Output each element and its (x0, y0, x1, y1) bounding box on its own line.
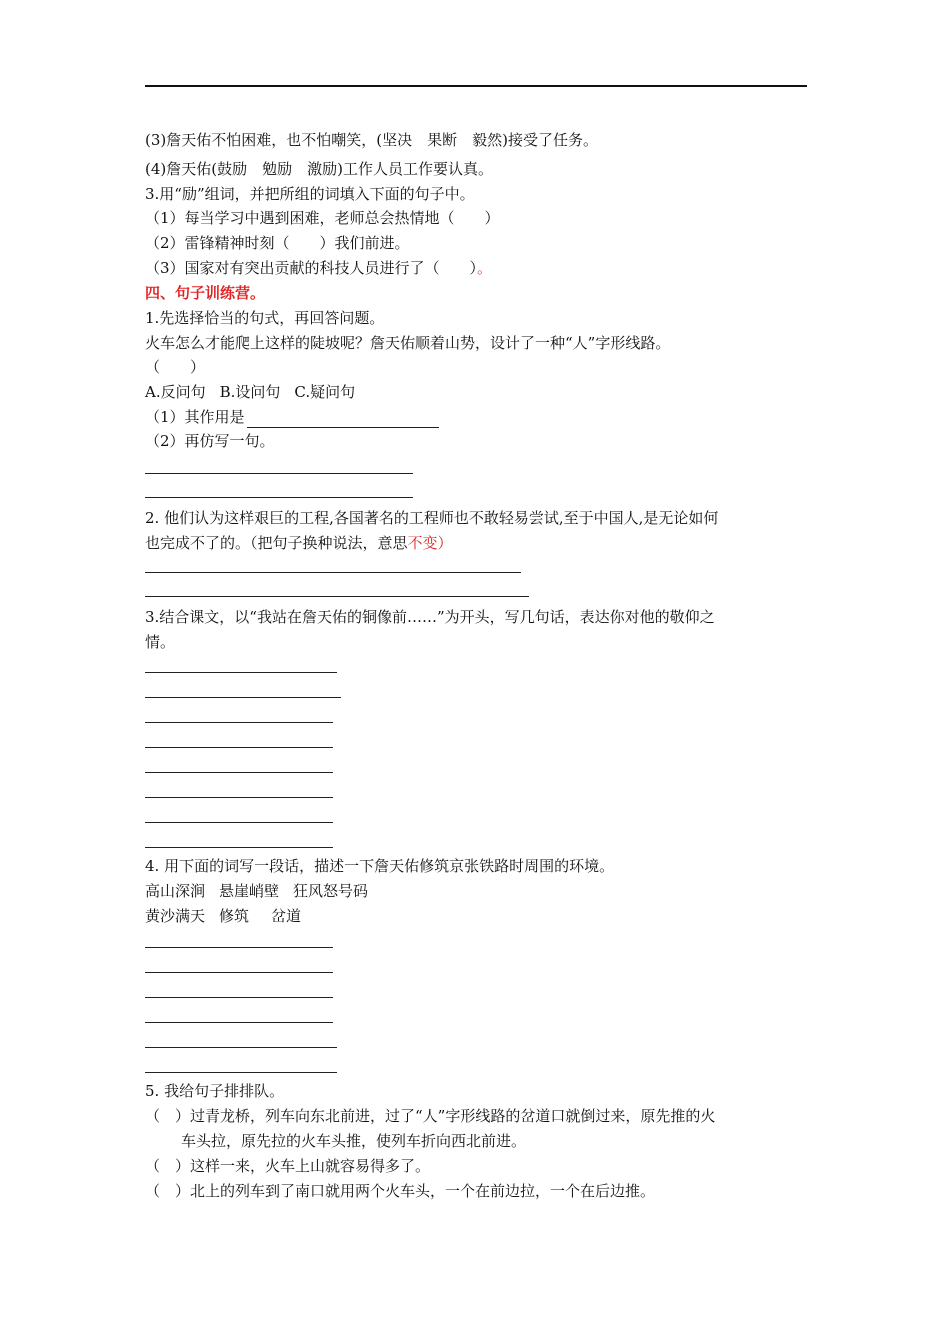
exercise-3-sentence-1: （1）每当学习中遇到困难，老师总会热情地（ ） (145, 209, 500, 227)
answer-line[interactable] (145, 972, 333, 973)
exercise-3-title: 3.用“励”组词，并把所组的词填入下面的句子中。 (145, 185, 475, 203)
exercise-3-sentence-3 (145, 257, 492, 279)
word-chip: 黄沙满天 (145, 907, 206, 925)
exercise-3-sentence-2: （2）雷锋精神时刻（ ）我们前进。 (145, 234, 410, 252)
answer-line[interactable] (145, 1022, 333, 1023)
s4-q5-item-1-cont: 车头拉，原先拉的火车头推，使列车折向西北前进。 (181, 1132, 527, 1150)
answer-line[interactable] (145, 772, 333, 773)
s4-q3-line-2: 情。 (145, 633, 176, 651)
word-chip: 岔道 (271, 907, 302, 925)
sub1-label: （1）其作用是 (145, 408, 245, 426)
s4-q5-title: 5. 我给句子排排队。 (145, 1082, 285, 1100)
answer-line[interactable] (145, 822, 333, 823)
answer-line[interactable] (145, 596, 529, 597)
answer-line[interactable] (145, 797, 333, 798)
sentence-3-period: 。 (477, 259, 493, 277)
answer-line[interactable] (145, 997, 333, 998)
s4-q5-item-1: （ ）过青龙桥，列车向东北前进，过了“人”字形线路的岔道口就倒过来，原先推的火 (145, 1107, 716, 1125)
s4-q1-sentence: 火车怎么才能爬上这样的陡坡呢？詹天佑顺着山势，设计了一种“人”字形线路。 (145, 334, 671, 352)
s4-q1-sub2: （2）再仿写一句。 (145, 432, 275, 450)
word-chip: 悬崖峭壁 (219, 882, 280, 900)
option-c: C.疑问句 (294, 383, 356, 401)
answer-line[interactable] (145, 497, 413, 498)
answer-line[interactable] (145, 572, 521, 573)
option-a: A.反问句 (145, 383, 206, 401)
question-4-text: (4)詹天佑(鼓励 勉励 激励)工作人员工作要认真。 (145, 160, 493, 178)
answer-line[interactable] (145, 1047, 337, 1048)
sentence-3-text: （3）国家对有突出贡献的科技人员进行了（ ） (145, 259, 478, 277)
s4-q1-answer-paren: （ ） (145, 358, 206, 376)
s4-q5-item-3: （ ）北上的列车到了南口就用两个火车头，一个在前边拉，一个在后边推。 (145, 1182, 656, 1200)
s4-q3-line-1: 3.结合课文，以“我站在詹天佑的铜像前……”为开头，写几句话，表达你对他的敬仰之 (145, 608, 715, 626)
word-chip: 狂风怒号码 (293, 882, 369, 900)
section-4-heading: 四、句子训练营。 (145, 284, 266, 302)
answer-line[interactable] (145, 747, 333, 748)
q2-line2-text: 也完成不了的。（把句子换种说法，意思 (145, 534, 408, 552)
answer-blank[interactable] (247, 412, 439, 428)
header-rule (145, 85, 807, 87)
answer-line[interactable] (145, 947, 333, 948)
s4-q4-words-row-2 (145, 905, 301, 927)
answer-line[interactable] (145, 847, 333, 848)
s4-q4-title: 4. 用下面的词写一段话，描述一下詹天佑修筑京张铁路时周围的环境。 (145, 857, 615, 875)
s4-q4-words-row-1 (145, 880, 368, 902)
question-3-text: (3)詹天佑不怕困难，也不怕嘲笑，(坚决 果断 毅然)接受了任务。 (145, 131, 598, 149)
answer-line[interactable] (145, 672, 337, 673)
word-chip: 修筑 (219, 907, 250, 925)
answer-line[interactable] (145, 722, 333, 723)
s4-q1-options (145, 381, 355, 403)
s4-q1-sub1 (145, 406, 439, 428)
answer-line[interactable] (145, 697, 341, 698)
word-chip: 高山深涧 (145, 882, 206, 900)
s4-q5-item-2: （ ）这样一来，火车上山就容易得多了。 (145, 1157, 431, 1175)
q2-line2-red: 不变） (407, 534, 453, 552)
s4-q2-line-2 (145, 532, 453, 554)
s4-q2-line-1: 2. 他们认为这样艰巨的工程,各国著名的工程师也不敢轻易尝试,至于中国人,是无论如何 (145, 509, 719, 527)
answer-line[interactable] (145, 473, 413, 474)
option-b: B.设问句 (219, 383, 281, 401)
s4-q1-title: 1.先选择恰当的句式，再回答问题。 (145, 309, 385, 327)
answer-line[interactable] (145, 1072, 337, 1073)
